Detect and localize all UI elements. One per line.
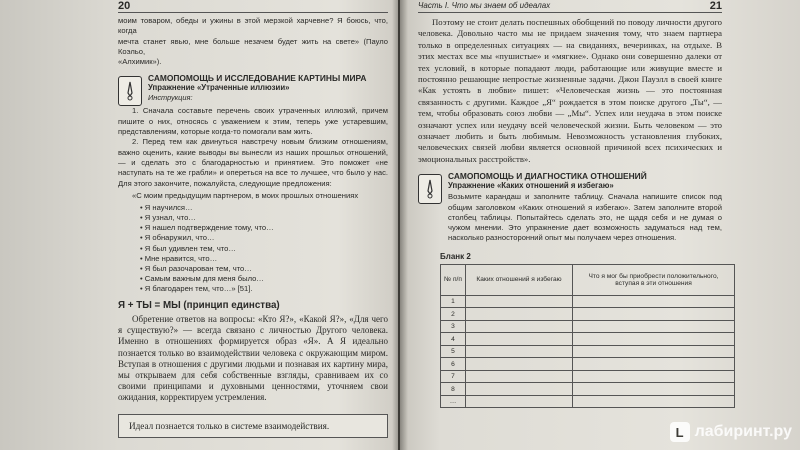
list-item: • Я обнаружил, что… [140,233,388,243]
hand-pen-icon [118,76,142,106]
list-item: • Я научился… [140,203,388,213]
relationship-table [440,264,735,409]
quote-box: Идеал познается только в системе взаимодействия. [118,414,388,438]
gain-cell[interactable] [573,320,735,333]
left-running-head [118,0,388,13]
list-item: • Мне нравится, что… [140,254,388,264]
exercise-block-right [418,171,722,243]
exercise-text-right: Возьмите карандаш и заполните таблицу. Сначала напишите список под общим заголовком «Каких отношений я избегаю». Затем заполните второй столбец таблицы. Попытайтесь сделать это, не щадя себя и не думая о чужом мнении. Это упражнение дает возможность задуматься над тем, насколько разносторонний опыт мы получаем через отношения. [448,192,722,243]
table-row [441,333,735,346]
hand-pen-icon [418,174,442,204]
intro-line-1: моим товаром, обеды и ужины в этой мерзкой харчевне? Я боюсь, что, когда [118,16,388,36]
row-number: 2 [441,308,466,321]
exercise-heading-right: САМОПОМОЩЬ И ДИАГНОСТИКА ОТНОШЕНИЙ [448,171,647,182]
list-item: • Я был разочарован тем, что… [140,264,388,274]
avoid-cell[interactable] [466,320,573,333]
blank-label: Бланк 2 [440,251,471,261]
row-number: … [441,395,466,408]
gain-cell[interactable] [573,383,735,396]
row-number: 5 [441,345,466,358]
gain-cell[interactable] [573,358,735,371]
row-number: 8 [441,383,466,396]
left-page-number: 20 [118,0,131,12]
list-item: • Я был удивлен тем, что… [140,244,388,254]
gain-cell[interactable] [573,345,735,358]
row-number: 7 [441,370,466,383]
intro-line-2: мечта станет явью, мне больше незачем будет жить на свете» (Пауло Коэльо, [118,36,388,56]
list-item: • Я благодарен тем, что…» [51]. [140,284,388,294]
row-number: 4 [441,333,466,346]
instructions-label: Инструкция: [148,93,193,103]
sentence-list [140,203,388,294]
avoid-cell[interactable] [466,383,573,396]
labyrinth-logo-icon: L [670,422,690,442]
row-number: 1 [441,295,466,308]
exercise-prompt: «С моим предыдущим партнером, в моих прошлых отношениях [132,190,359,200]
watermark [670,422,792,442]
list-item: • Я нашел подтверждение тому, что… [140,223,388,233]
avoid-cell[interactable] [466,395,573,408]
avoid-cell[interactable] [466,345,573,358]
right-body-text: Поэтому не стоит делать поспешных обобщений по поводу личности другого человека. Довольно часто мы не придаем значения тому, что знаем партнера только в определенных ситуациях — на свиданиях, вечеринках, на отдыхе. В этих местах все мы «пушистые» и «мягкие». Однако они совершенно далеки от тех условий, в которые попадают люди, работающие или живущие вместе и постоянно решающие непростые жизненные задачи. Джон Пауэлл в своей книге «Как устоять в любви» пишет: «Человеческая жизнь — это постоянная связанность с другими. Каждое „Я“ рождается в этом поиске другого „Ты“, — тем, чтобы образовать союз любви — „Мы“. Успех или неудача в этом поиске означают успех или неудачу всей человеческой жизни. Быть человеком — это означает любить и быть любимым. Невозможность установления глубоких, человеческих связей любви является основной причиной всех психических и эмоциональных расстройств». [418,17,722,164]
table-row [441,308,735,321]
right-page-number: 21 [709,0,722,12]
left-page [0,0,398,450]
avoid-cell[interactable] [466,370,573,383]
exercise-block-left [118,73,388,106]
section-text: Обретение ответов на вопросы: «Кто Я?», «Какой Я?», «Для чего я существую?» — всегда связано с личностью Другого человека. Именно в отношениях формируется образ «Я». А Я идеально познается только во взаимодействии человека с окружающим миром. Вступая в отношения с другими людьми и познавая их картину мира, мы открываем для себя собственные взгляды, сравниваем их со своими принципами и духовными ценностями, уточняем свои ожидания, корректируем устремления. [118,314,388,403]
table-header-number: № п/п [441,264,466,295]
table-header-gain: Что я мог бы приобрести положительного, вступая в эти отношения [573,264,735,295]
gain-cell[interactable] [573,308,735,321]
table-row [441,395,735,408]
avoid-cell[interactable] [466,333,573,346]
avoid-cell[interactable] [466,358,573,371]
instruction-paragraph-1: 1. Сначала составьте перечень своих утраченных иллюзий, причем пишите о них, относясь с уважением к этим, теперь уже устаревшим, представлениям, которые когда-то помогали вам жить. [118,106,388,137]
gain-cell[interactable] [573,295,735,308]
table-row [441,295,735,308]
gain-cell[interactable] [573,370,735,383]
instruction-paragraph-2: 2. Перед тем как двинуться навстречу новым близким отношениям, важно оценить, какие выводы вы вынесли из наших прошлых отношений, — и сделать это с благодарностью и принятием. Это поможет «не наступать на те же грабли» и опереться на все то лучшее, что было у нас. Для этого закончите, пожалуйста, следующие предложения: [118,137,388,188]
list-item: • Самым важным для меня было… [140,274,388,284]
book-gutter [392,0,408,450]
table-row [441,345,735,358]
exercise-heading-left: САМОПОМОЩЬ И ИССЛЕДОВАНИЕ КАРТИНЫ МИРА [148,73,367,84]
avoid-cell[interactable] [466,308,573,321]
gain-cell[interactable] [573,333,735,346]
right-running-head [418,0,722,13]
exercise-title-right: Упражнение «Каких отношений я избегаю» [448,181,614,191]
table-row [441,358,735,371]
table-row [441,370,735,383]
row-number: 3 [441,320,466,333]
table-header-avoid: Каких отношений я избегаю [466,264,573,295]
watermark-brand: лабиринт.ру [694,423,792,440]
list-item: • Я узнал, что… [140,213,388,223]
gain-cell[interactable] [573,395,735,408]
right-page [400,0,800,450]
avoid-cell[interactable] [466,295,573,308]
intro-line-3: «Алхимик»). [118,57,162,67]
right-head-title: Часть I. Что мы знаем об идеалах [418,1,551,10]
table-row [441,320,735,333]
table-row [441,383,735,396]
exercise-title-left: Упражнение «Утраченные иллюзии» [148,83,290,93]
section-title: Я + ТЫ = МЫ (принцип единства) [118,300,280,311]
row-number: 6 [441,358,466,371]
